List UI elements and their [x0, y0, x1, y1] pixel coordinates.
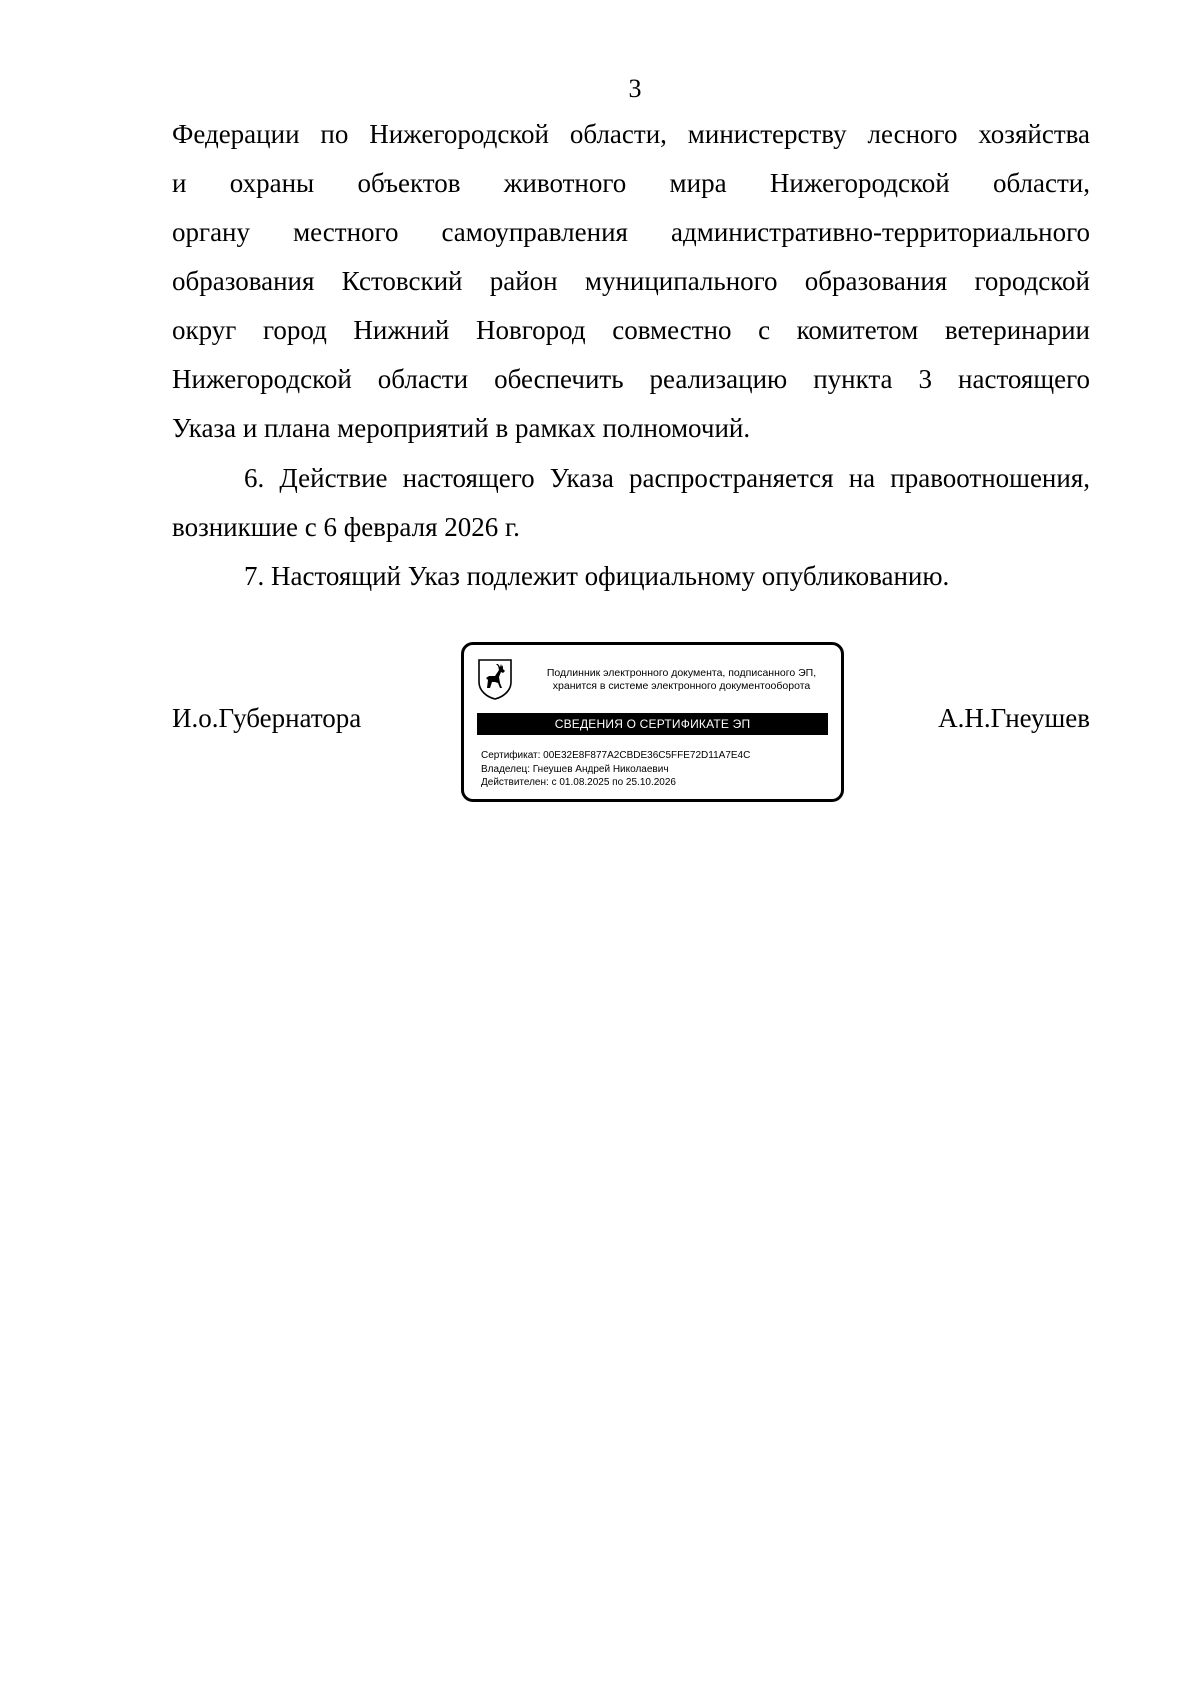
signer-name: А.Н.Гнеушев	[938, 703, 1090, 733]
text-line: и охраны объектов животного мира Нижегородской области,	[172, 168, 1090, 198]
stamp-header	[524, 667, 839, 693]
paragraph-6: 6. Действие настоящего Указа распространяется на правоотношения, возникшие с 6 февраля 2026 г.	[172, 463, 1090, 542]
text-line: Нижегородской области обеспечить реализацию пункта 3 настоящего	[172, 364, 1090, 394]
text-line: округ город Нижний Новгород совместно с комитетом ветеринарии	[172, 315, 1090, 345]
text-line: Федерации по Нижегородской области, министерству лесного хозяйства	[172, 119, 1090, 149]
certificate-owner: Владелец: Гнеушев Андрей Николаевич	[481, 763, 669, 775]
certificate-serial: Сертификат: 00E32E8F877A2CBDE36C5FFE72D11A7E4C	[481, 750, 751, 761]
certificate-details	[481, 749, 831, 790]
text-line: Указа и плана мероприятий в рамках полномочий.	[172, 413, 751, 443]
certificate-validity: Действителен: с 01.08.2025 по 25.10.2026	[481, 777, 676, 788]
page-number: 3	[628, 74, 642, 103]
stamp-header-line: Подлинник электронного документа, подписанного ЭП,	[546, 667, 817, 679]
electronic-signature-stamp	[461, 642, 844, 802]
paragraph-5-continuation	[172, 110, 1090, 453]
stamp-header-line: хранится в системе электронного документооборота	[552, 680, 811, 692]
text-line: образования Кстовский район муниципального образования городской	[172, 266, 1090, 296]
text-line: органу местного самоуправления административно-территориального	[172, 217, 1090, 247]
paragraph-7: 7. Настоящий Указ подлежит официальному опубликованию.	[244, 561, 950, 591]
deer-coat-of-arms-icon	[477, 658, 513, 700]
certificate-info-banner: СВЕДЕНИЯ О СЕРТИФИКАТЕ ЭП	[477, 713, 828, 735]
signer-title: И.о.Губернатора	[172, 703, 362, 733]
